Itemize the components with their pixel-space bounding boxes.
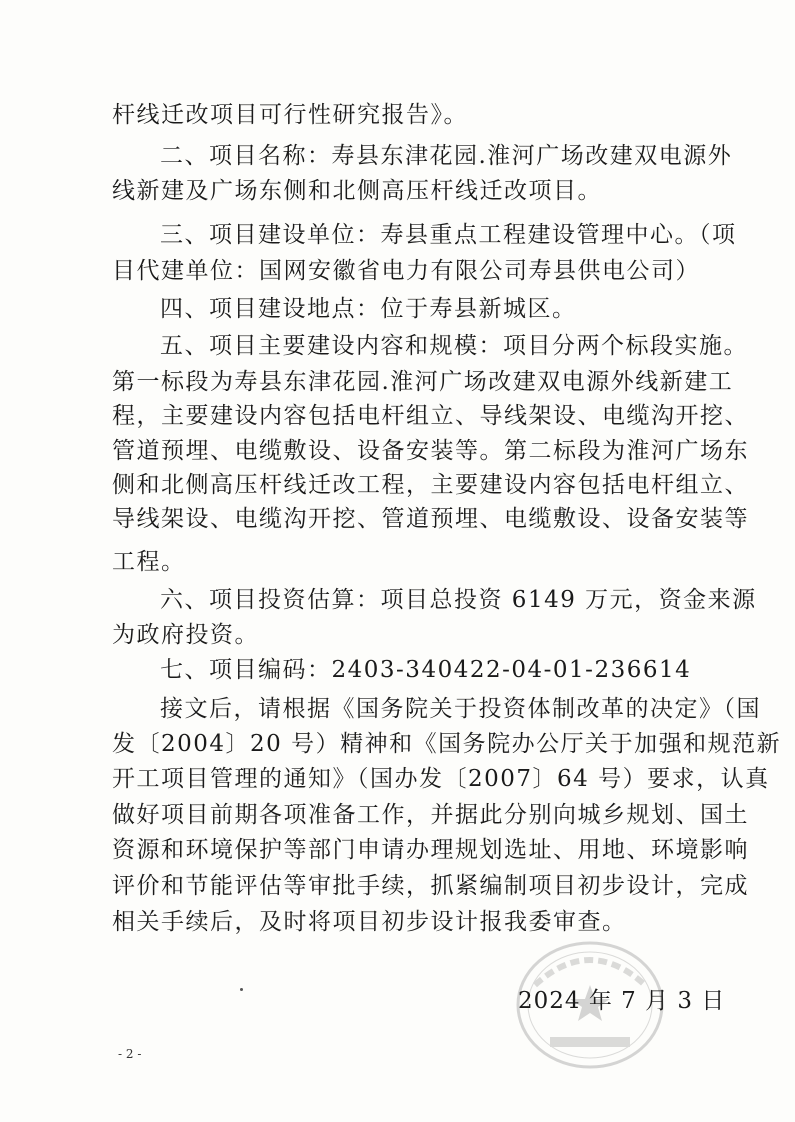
paragraph-line: 做好项目前期各项准备工作，并据此分别向城乡规划、国土 xyxy=(112,802,749,828)
paragraph-line: 五、项目主要建设内容和规模：项目分两个标段实施。 xyxy=(160,333,748,359)
paragraph-line: 杆线迁改项目可行性研究报告》。 xyxy=(112,102,468,128)
paragraph-line: 二、项目名称：寿县东津花园.淮河广场改建双电源外 xyxy=(160,143,733,169)
paragraph-line: 四、项目建设地点：位于寿县新城区。 xyxy=(160,296,577,322)
paragraph-line: 导线架设、电缆沟开挖、管道预埋、电缆敷设、设备安装等 xyxy=(112,506,749,532)
paragraph-line: 发〔2004〕20 号）精神和《国务院办公厅关于加强和规范新 xyxy=(112,731,782,757)
paragraph-line: 六、项目投资估算：项目总投资 6149 万元，资金来源 xyxy=(160,587,757,613)
paragraph-line: 评价和节能评估等审批手续，抓紧编制项目初步设计，完成 xyxy=(112,873,749,899)
paragraph-line: 为政府投资。 xyxy=(112,622,259,648)
paragraph-line: 相关手续后，及时将项目初步设计报我委审查。 xyxy=(112,909,627,935)
paragraph-line: 开工项目管理的通知》（国办发〔2007〕64 号）要求，认真 xyxy=(112,766,770,792)
document-date: 2024 年 7 月 3 日 xyxy=(518,988,726,1014)
paragraph-line: 线新建及广场东侧和北侧高压杆线迁改项目。 xyxy=(112,178,602,204)
paragraph-line: 资源和环境保护等部门申请办理规划选址、用地、环境影响 xyxy=(112,837,749,863)
paragraph-line: 工程。 xyxy=(112,549,186,575)
page-number: - 2 - xyxy=(118,1047,142,1061)
paragraph-line: 接文后，请根据《国务院关于投资体制改革的决定》（国 xyxy=(160,696,761,722)
paragraph-line: 管道预埋、电缆敷设、设备安装等。第二标段为淮河广场东 xyxy=(112,438,749,464)
paragraph-line: 程，主要建设内容包括电杆组立、导线架设、电缆沟开挖、 xyxy=(112,403,749,429)
scan-speck xyxy=(240,988,243,991)
paragraph-line: 七、项目编码：2403-340422-04-01-236614 xyxy=(160,657,692,683)
paragraph-line: 目代建单位：国网安徽省电力有限公司寿县供电公司） xyxy=(112,258,700,284)
paragraph-line: 第一标段为寿县东津花园.淮河广场改建双电源外线新建工 xyxy=(112,369,734,395)
paragraph-line: 三、项目建设单位：寿县重点工程建设管理中心。（项 xyxy=(160,222,737,248)
paragraph-line: 侧和北侧高压杆线迁改工程，主要建设内容包括电杆组立、 xyxy=(112,472,749,498)
